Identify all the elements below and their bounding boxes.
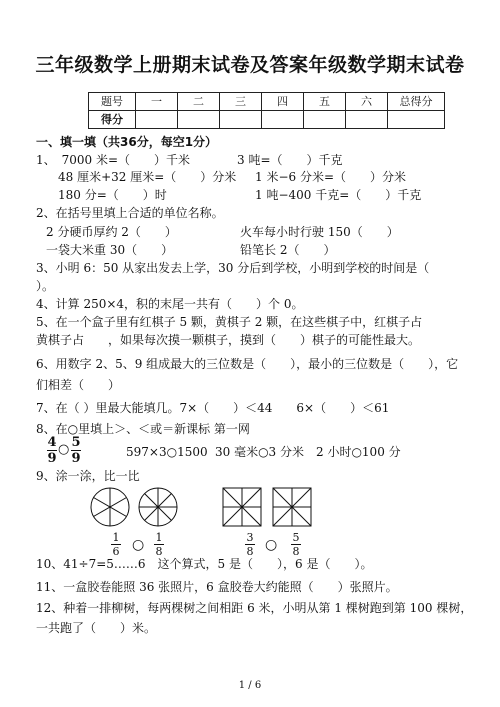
square-eighths-right[interactable] xyxy=(273,488,311,526)
score-header-cell: 六 xyxy=(346,93,388,111)
question-2c: 一袋大米重 30（ ） xyxy=(46,243,174,257)
fraction-denominator: 9 xyxy=(47,451,57,466)
fraction-numerator: 1 xyxy=(155,531,163,544)
question-1f: 1 吨−400 千克=（ ）千克 xyxy=(255,188,422,202)
question-1a: 1、 7000 米=（ ）千米 xyxy=(36,153,191,167)
fraction-denominator: 8 xyxy=(292,545,300,558)
question-10: 10、41÷7=5……6 这个算式，5 是（ ），6 是（ ）。 xyxy=(36,557,373,571)
question-2b: 火车每小时行驶 150（ ） xyxy=(240,225,399,239)
section-heading: 一、填一填（共36分，每空1分） xyxy=(36,135,218,149)
score-table-score-row xyxy=(89,111,445,129)
score-header-cell: 五 xyxy=(304,93,346,111)
page-title: 三年级数学上册期末试卷及答案年级数学期末试卷 xyxy=(35,54,465,76)
question-6-line2: 们相差（ ） xyxy=(36,378,121,392)
fraction-3-8 xyxy=(245,532,255,557)
question-1b: 3 吨=（ ）千克 xyxy=(237,153,343,167)
question-11: 11、一盒胶卷能照 36 张照片，6 盒胶卷大约能照（ ）张照片。 xyxy=(36,580,398,594)
score-header-cell: 二 xyxy=(178,93,220,111)
score-cell[interactable] xyxy=(262,111,304,129)
fraction-1-8 xyxy=(154,532,164,557)
compare-circle[interactable]: ○ xyxy=(265,537,278,553)
score-table-header-row xyxy=(89,93,445,111)
question-2-stem: 2、在括号里填上合适的单位名称。 xyxy=(36,206,224,220)
page-number: 1 / 6 xyxy=(238,680,262,691)
question-7: 7、在（ ）里最大能填几。7×（ ）＜44 6×（ ）＜61 xyxy=(36,401,390,415)
question-8c: 2 小时○100 分 xyxy=(316,445,401,459)
square-eighths-left[interactable] xyxy=(223,488,261,526)
fraction-1-6 xyxy=(111,532,121,557)
question-9-stem: 9、涂一涂，比一比 xyxy=(36,469,140,483)
question-5-line1: 5、在一个盒子里有红棋子 5 颗，黄棋子 2 颗，在这些棋子中，红棋子占 xyxy=(36,315,423,329)
question-8-stem: 8、在○里填上＞、＜或＝新课标 第一网 xyxy=(36,422,250,436)
question-12-line2: 一共跑了（ ）米。 xyxy=(36,621,157,635)
question-1c: 48 厘米+32 厘米=（ ）分米 xyxy=(58,170,237,184)
score-cell[interactable] xyxy=(220,111,262,129)
fraction-numerator: 5 xyxy=(292,531,300,544)
score-cell[interactable] xyxy=(388,111,445,129)
question-2a: 2 分硬币厚约 2（ ） xyxy=(46,225,177,239)
compare-circle[interactable]: ○ xyxy=(58,442,70,457)
score-table xyxy=(88,92,445,129)
fraction-4-9 xyxy=(47,436,57,465)
circle-sixths[interactable] xyxy=(91,488,129,526)
question-8b: 30 毫米○3 分米 xyxy=(215,445,305,459)
question-6-line1: 6、用数字 2、5、9 组成最大的三位数是（ ），最小的三位数是（ ），它 xyxy=(36,357,459,371)
score-row-label: 得分 xyxy=(89,111,136,129)
fraction-5-8 xyxy=(291,532,301,557)
fraction-numerator: 5 xyxy=(71,435,81,450)
score-cell[interactable] xyxy=(346,111,388,129)
fraction-denominator: 8 xyxy=(246,545,254,558)
fraction-denominator: 9 xyxy=(71,451,81,466)
question-1d: 1 米−6 分米=（ ）分米 xyxy=(255,170,407,184)
score-header-cell: 四 xyxy=(262,93,304,111)
fraction-numerator: 4 xyxy=(47,435,57,450)
score-cell[interactable] xyxy=(178,111,220,129)
question-5-line2: 黄棋子占 ，如果每次摸一颗棋子，摸到（ ）棋子的可能性最大。 xyxy=(36,333,421,347)
question-4: 4、计算 250×4，积的末尾一共有（ ）个 0。 xyxy=(36,297,304,311)
fraction-numerator: 1 xyxy=(112,531,120,544)
score-header-cell: 三 xyxy=(220,93,262,111)
score-header-cell: 题号 xyxy=(89,93,136,111)
compare-circle[interactable]: ○ xyxy=(132,537,145,553)
question-8a: 597×3○1500 xyxy=(126,445,208,459)
question-3-line1: 3、小明 6：50 从家出发去上学，30 分后到学校，小明到学校的时间是（ xyxy=(36,261,430,275)
square-figures xyxy=(222,487,312,527)
score-header-cell: 一 xyxy=(136,93,178,111)
fraction-denominator: 6 xyxy=(112,545,120,558)
fraction-denominator: 8 xyxy=(155,545,163,558)
circle-figures xyxy=(90,487,180,527)
circle-eighths[interactable] xyxy=(139,488,177,526)
fraction-5-9 xyxy=(71,436,81,465)
question-2d: 铅笔长 2（ ） xyxy=(240,243,336,257)
question-12-line1: 12、种着一排柳树，每两棵树之间相距 6 米，小明从第 1 棵树跑到第 100 棵树， xyxy=(36,601,473,615)
score-cell[interactable] xyxy=(136,111,178,129)
fraction-numerator: 3 xyxy=(246,531,254,544)
question-1e: 180 分=（ ）时 xyxy=(58,188,167,202)
score-header-cell: 总得分 xyxy=(388,93,445,111)
score-cell[interactable] xyxy=(304,111,346,129)
question-3-line2: ）。 xyxy=(36,279,55,293)
